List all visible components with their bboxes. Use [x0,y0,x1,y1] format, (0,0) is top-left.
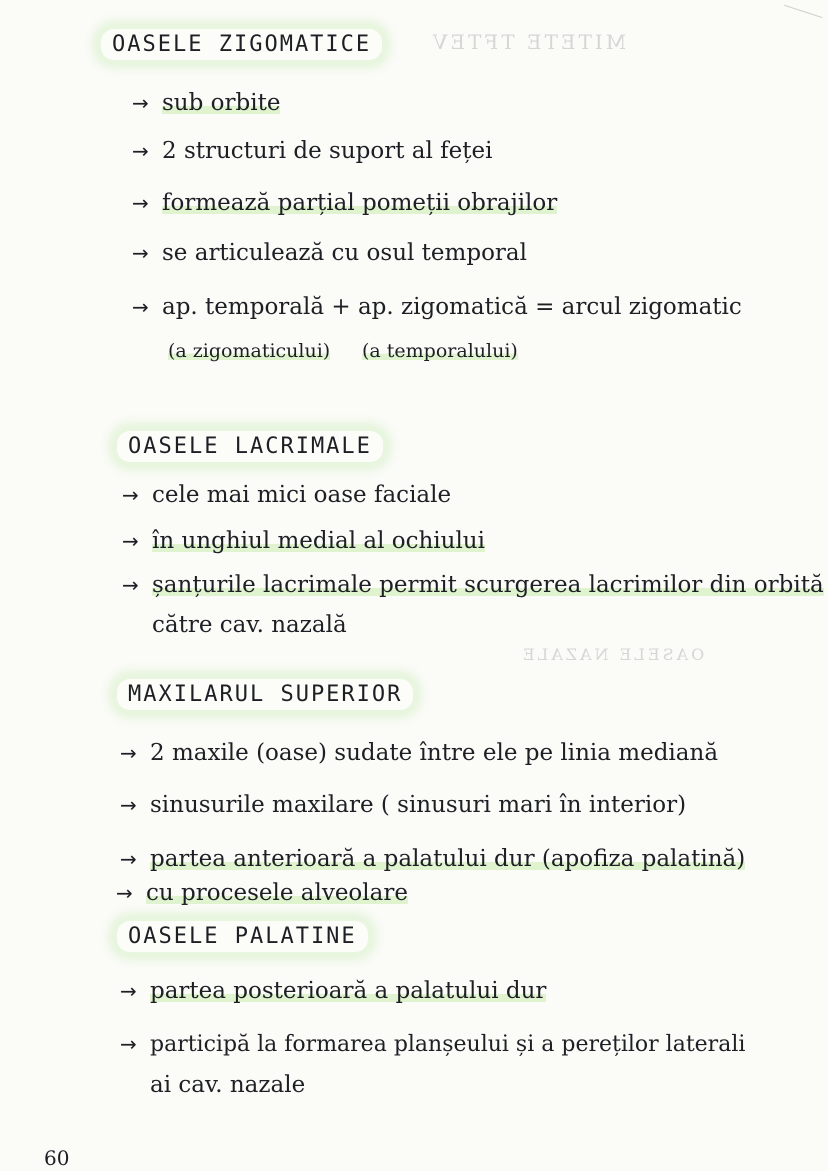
list-item: → 2 structuri de suport al feței [132,138,493,164]
arrow-icon: → [132,139,149,163]
arrow-icon: → [120,741,137,765]
page-number: 60 [44,1146,70,1170]
arrow-icon: → [122,483,139,507]
arrow-icon: → [120,1032,137,1056]
list-item: → partea anterioară a palatului dur (apofiza palatină) [120,846,746,872]
bleed-through-text: OASELE NAZALE [520,645,705,664]
arrow-icon: → [120,847,137,871]
list-item: → participă la formarea planșeului și a pereților laterali [120,1032,746,1057]
list-item-continuation: către cav. nazală [152,612,347,638]
section-heading-lacrimale: OASELE LACRIMALE [112,426,388,467]
arrow-icon: → [122,573,139,597]
list-item: → ap. temporală + ap. zigomatică = arcul zigomatic [132,294,742,320]
arrow-icon: → [132,295,149,319]
list-item: → șanțurile lacrimale permit scurgerea lacrimilor din orbită [122,572,824,598]
list-item: → se articulează cu osul temporal [132,240,527,266]
arrow-icon: → [122,529,139,553]
bleed-through-text: MITETE TFTEV [430,30,627,54]
section-heading-maxilarul: MAXILARUL SUPERIOR [112,674,418,715]
arrow-icon: → [120,793,137,817]
list-item: → formează parțial pomeții obrajilor [132,190,558,216]
arrow-icon: → [116,881,133,905]
list-item: → cele mai mici oase faciale [122,482,452,508]
arrow-icon: → [132,191,149,215]
list-item: → sub orbite [132,90,281,116]
arrow-icon: → [132,91,149,115]
list-item: → 2 maxile (oase) sudate între ele pe linia mediană [120,740,719,766]
arrow-icon: → [120,979,137,1003]
list-item: → cu procesele alveolare [116,880,408,906]
section-heading-palatine: OASELE PALATINE [112,916,373,957]
page-corner-fold [784,0,828,18]
section-heading-zigomatice: OASELE ZIGOMATICE [96,24,387,65]
note-temporalului: (a temporalului) [362,340,518,362]
list-item: → partea posterioară a palatului dur [120,978,547,1004]
note-zigomaticului: (a zigomaticului) [168,340,331,362]
list-item: → sinusurile maxilare ( sinusuri mari în interior) [120,792,687,818]
list-item: → în unghiul medial al ochiului [122,528,485,554]
arrow-icon: → [132,241,149,265]
list-item-continuation: ai cav. nazale [150,1072,306,1098]
